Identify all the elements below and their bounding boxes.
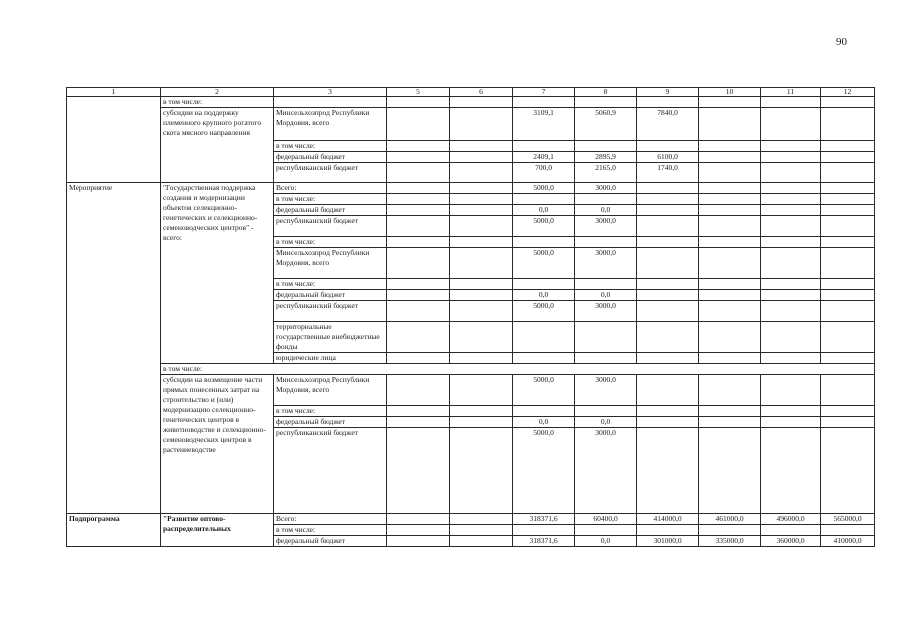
value-cell: 3000,0 bbox=[575, 216, 637, 237]
value-cell bbox=[699, 205, 761, 216]
funding-source-cell: республиканский бюджет bbox=[274, 163, 387, 183]
value-cell bbox=[699, 290, 761, 301]
value-cell bbox=[450, 237, 513, 248]
value-cell: 0,0 bbox=[513, 417, 575, 428]
header-cell: 10 bbox=[699, 88, 761, 97]
value-cell bbox=[699, 141, 761, 152]
value-cell bbox=[575, 237, 637, 248]
value-cell bbox=[637, 205, 699, 216]
value-cell bbox=[761, 141, 821, 152]
value-cell: 3000,0 bbox=[575, 301, 637, 322]
value-cell bbox=[450, 375, 513, 406]
value-cell bbox=[699, 353, 761, 364]
funding-source-cell: республиканский бюджет bbox=[274, 301, 387, 322]
value-cell: 6100,0 bbox=[637, 152, 699, 163]
value-cell: 410000,0 bbox=[821, 536, 875, 547]
funding-source-cell: Минсельхозпрод Республики Мордовия, всего bbox=[274, 375, 387, 406]
value-cell bbox=[513, 322, 575, 353]
value-cell: 2165,0 bbox=[575, 163, 637, 183]
value-cell bbox=[450, 279, 513, 290]
value-cell: 3000,0 bbox=[575, 375, 637, 406]
value-cell bbox=[387, 205, 450, 216]
value-cell bbox=[699, 183, 761, 194]
value-cell bbox=[450, 248, 513, 279]
value-cell: 0,0 bbox=[575, 536, 637, 547]
value-cell: 318371,6 bbox=[513, 514, 575, 525]
funding-source-cell: Всего: bbox=[274, 514, 387, 525]
value-cell bbox=[513, 141, 575, 152]
value-cell bbox=[821, 322, 875, 353]
header-cell: 7 bbox=[513, 88, 575, 97]
funding-source-cell: республиканский бюджет bbox=[274, 216, 387, 237]
value-cell bbox=[450, 301, 513, 322]
value-cell bbox=[450, 183, 513, 194]
value-cell bbox=[637, 248, 699, 279]
value-cell bbox=[575, 141, 637, 152]
value-cell: 0,0 bbox=[575, 205, 637, 216]
value-cell bbox=[450, 290, 513, 301]
value-cell bbox=[513, 353, 575, 364]
value-cell bbox=[699, 97, 761, 108]
header-row bbox=[67, 88, 875, 97]
funding-source-cell: федеральный бюджет bbox=[274, 290, 387, 301]
value-cell bbox=[637, 97, 699, 108]
value-cell bbox=[387, 536, 450, 547]
value-cell bbox=[387, 406, 450, 417]
table-row bbox=[67, 375, 875, 406]
table-row bbox=[67, 97, 875, 108]
value-cell: 5000,0 bbox=[513, 183, 575, 194]
funding-source-cell: в том числе: bbox=[274, 406, 387, 417]
header-cell: 3 bbox=[274, 88, 387, 97]
value-cell bbox=[450, 525, 513, 536]
value-cell: 301000,0 bbox=[637, 536, 699, 547]
value-cell bbox=[761, 301, 821, 322]
value-cell bbox=[575, 194, 637, 205]
description-cell: в том числе: bbox=[161, 364, 875, 375]
value-cell bbox=[387, 141, 450, 152]
value-cell bbox=[637, 279, 699, 290]
value-cell bbox=[637, 428, 699, 514]
value-cell bbox=[761, 525, 821, 536]
value-cell bbox=[387, 525, 450, 536]
value-cell bbox=[637, 183, 699, 194]
value-cell bbox=[637, 375, 699, 406]
value-cell bbox=[387, 417, 450, 428]
header-cell: 5 bbox=[387, 88, 450, 97]
value-cell bbox=[637, 237, 699, 248]
value-cell bbox=[637, 290, 699, 301]
value-cell bbox=[821, 301, 875, 322]
value-cell bbox=[387, 183, 450, 194]
value-cell bbox=[821, 205, 875, 216]
funding-source-cell: Минсельхозпрод Республики Мордовия, всего bbox=[274, 108, 387, 141]
value-cell bbox=[450, 194, 513, 205]
value-cell: 360000,0 bbox=[761, 536, 821, 547]
value-cell bbox=[821, 417, 875, 428]
value-cell bbox=[450, 152, 513, 163]
value-cell: 496000,0 bbox=[761, 514, 821, 525]
description-cell: в том числе: bbox=[161, 97, 274, 108]
value-cell bbox=[761, 406, 821, 417]
value-cell bbox=[699, 248, 761, 279]
funding-source-cell: федеральный бюджет bbox=[274, 417, 387, 428]
value-cell: 5000,0 bbox=[513, 375, 575, 406]
value-cell bbox=[637, 216, 699, 237]
value-cell: 461000,0 bbox=[699, 514, 761, 525]
header-cell: 11 bbox=[761, 88, 821, 97]
value-cell bbox=[699, 216, 761, 237]
value-cell bbox=[450, 417, 513, 428]
value-cell: 7840,0 bbox=[637, 108, 699, 141]
value-cell: 5000,0 bbox=[513, 216, 575, 237]
value-cell bbox=[761, 248, 821, 279]
value-cell bbox=[821, 97, 875, 108]
value-cell: 565000,0 bbox=[821, 514, 875, 525]
value-cell: 0,0 bbox=[513, 290, 575, 301]
value-cell bbox=[637, 406, 699, 417]
value-cell bbox=[637, 525, 699, 536]
header-cell: 2 bbox=[161, 88, 274, 97]
header-cell: 6 bbox=[450, 88, 513, 97]
funding-source-cell: в том числе: bbox=[274, 194, 387, 205]
value-cell bbox=[575, 322, 637, 353]
value-cell bbox=[761, 108, 821, 141]
value-cell bbox=[821, 194, 875, 205]
value-cell bbox=[821, 108, 875, 141]
table-row bbox=[67, 514, 875, 525]
value-cell bbox=[761, 428, 821, 514]
value-cell bbox=[821, 406, 875, 417]
value-cell bbox=[699, 163, 761, 183]
table-row bbox=[67, 108, 875, 141]
value-cell bbox=[513, 194, 575, 205]
table-row bbox=[67, 364, 875, 375]
value-cell bbox=[761, 152, 821, 163]
value-cell: 5060,9 bbox=[575, 108, 637, 141]
value-cell bbox=[387, 375, 450, 406]
funding-source-cell: в том числе: bbox=[274, 279, 387, 290]
value-cell: 0,0 bbox=[575, 290, 637, 301]
value-cell bbox=[821, 279, 875, 290]
table-row bbox=[67, 183, 875, 194]
value-cell bbox=[513, 97, 575, 108]
funding-source-cell: Минсельхозпрод Республики Мордовия, всего bbox=[274, 248, 387, 279]
value-cell bbox=[450, 205, 513, 216]
value-cell bbox=[387, 290, 450, 301]
value-cell bbox=[699, 237, 761, 248]
description-cell: субсидии на возмещение части прямых понесенных затрат на строительство и (или) модернизацию селекционно-генетических центров в животноводстве и селекционно-семеноводческих центров в растениеводстве bbox=[161, 375, 274, 514]
category-cell: Подпрограмма bbox=[67, 514, 161, 547]
value-cell bbox=[821, 237, 875, 248]
value-cell bbox=[450, 536, 513, 547]
value-cell bbox=[821, 248, 875, 279]
description-cell: "Развитие оптово-распределительных bbox=[161, 514, 274, 547]
value-cell bbox=[699, 194, 761, 205]
value-cell bbox=[821, 290, 875, 301]
value-cell bbox=[637, 141, 699, 152]
value-cell bbox=[699, 279, 761, 290]
value-cell bbox=[387, 428, 450, 514]
value-cell bbox=[513, 406, 575, 417]
value-cell: 3109,1 bbox=[513, 108, 575, 141]
value-cell bbox=[761, 216, 821, 237]
value-cell bbox=[761, 322, 821, 353]
value-cell bbox=[761, 290, 821, 301]
header-cell: 8 bbox=[575, 88, 637, 97]
value-cell bbox=[821, 183, 875, 194]
value-cell bbox=[761, 279, 821, 290]
value-cell bbox=[637, 322, 699, 353]
value-cell: 5000,0 bbox=[513, 428, 575, 514]
category-cell: Мероприятие bbox=[67, 183, 161, 514]
value-cell bbox=[387, 97, 450, 108]
header-cell: 9 bbox=[637, 88, 699, 97]
value-cell bbox=[699, 322, 761, 353]
funding-source-cell: Всего: bbox=[274, 183, 387, 194]
value-cell bbox=[821, 525, 875, 536]
value-cell bbox=[575, 353, 637, 364]
value-cell bbox=[387, 322, 450, 353]
value-cell: 700,0 bbox=[513, 163, 575, 183]
budget-table bbox=[66, 87, 875, 547]
value-cell bbox=[699, 108, 761, 141]
value-cell: 3000,0 bbox=[575, 248, 637, 279]
value-cell bbox=[387, 353, 450, 364]
value-cell bbox=[387, 237, 450, 248]
value-cell: 414000,0 bbox=[637, 514, 699, 525]
value-cell bbox=[450, 108, 513, 141]
value-cell bbox=[761, 183, 821, 194]
value-cell bbox=[513, 525, 575, 536]
value-cell bbox=[699, 406, 761, 417]
description-cell: субсидии на поддержку племенного крупного рогатого скота мясного направления bbox=[161, 108, 274, 183]
value-cell bbox=[699, 417, 761, 428]
value-cell bbox=[575, 406, 637, 417]
description-cell: "Государственная поддержка создания и модернизации объектов селекционно-генетических и селекционно-семеноводческих центров" - всего: bbox=[161, 183, 274, 364]
value-cell bbox=[821, 353, 875, 364]
value-cell bbox=[513, 237, 575, 248]
value-cell bbox=[575, 97, 637, 108]
value-cell bbox=[821, 152, 875, 163]
value-cell: 2895,9 bbox=[575, 152, 637, 163]
value-cell bbox=[450, 428, 513, 514]
value-cell: 0,0 bbox=[513, 205, 575, 216]
value-cell bbox=[821, 163, 875, 183]
value-cell bbox=[761, 375, 821, 406]
value-cell bbox=[821, 428, 875, 514]
value-cell bbox=[761, 163, 821, 183]
category-cell bbox=[67, 97, 161, 183]
funding-source-cell bbox=[274, 97, 387, 108]
value-cell bbox=[761, 205, 821, 216]
value-cell bbox=[761, 237, 821, 248]
funding-source-cell: в том числе: bbox=[274, 525, 387, 536]
value-cell bbox=[450, 141, 513, 152]
value-cell bbox=[637, 301, 699, 322]
value-cell bbox=[761, 353, 821, 364]
value-cell bbox=[699, 301, 761, 322]
value-cell bbox=[450, 216, 513, 237]
value-cell bbox=[699, 375, 761, 406]
funding-source-cell: территориальные государственные внебюджетные фонды bbox=[274, 322, 387, 353]
value-cell bbox=[450, 322, 513, 353]
value-cell bbox=[387, 248, 450, 279]
page-number: 90 bbox=[836, 36, 847, 48]
value-cell bbox=[821, 141, 875, 152]
value-cell bbox=[513, 279, 575, 290]
value-cell bbox=[761, 417, 821, 428]
value-cell bbox=[387, 514, 450, 525]
value-cell bbox=[450, 406, 513, 417]
value-cell bbox=[387, 194, 450, 205]
value-cell bbox=[575, 525, 637, 536]
value-cell bbox=[821, 216, 875, 237]
value-cell: 335000,0 bbox=[699, 536, 761, 547]
funding-source-cell: федеральный бюджет bbox=[274, 205, 387, 216]
funding-source-cell: республиканский бюджет bbox=[274, 428, 387, 514]
value-cell bbox=[450, 97, 513, 108]
header-cell: 1 bbox=[67, 88, 161, 97]
value-cell: 5000,0 bbox=[513, 248, 575, 279]
header-cell: 12 bbox=[821, 88, 875, 97]
value-cell: 0,0 bbox=[575, 417, 637, 428]
value-cell bbox=[699, 428, 761, 514]
value-cell: 3000,0 bbox=[575, 428, 637, 514]
value-cell bbox=[450, 353, 513, 364]
value-cell bbox=[387, 301, 450, 322]
value-cell: 318371,6 bbox=[513, 536, 575, 547]
value-cell bbox=[761, 97, 821, 108]
value-cell bbox=[450, 514, 513, 525]
funding-source-cell: федеральный бюджет bbox=[274, 536, 387, 547]
value-cell bbox=[575, 279, 637, 290]
value-cell: 2409,1 bbox=[513, 152, 575, 163]
value-cell bbox=[637, 353, 699, 364]
value-cell: 60400,0 bbox=[575, 514, 637, 525]
funding-source-cell: федеральный бюджет bbox=[274, 152, 387, 163]
value-cell bbox=[637, 194, 699, 205]
funding-source-cell: в том числе: bbox=[274, 237, 387, 248]
funding-source-cell: юридические лица bbox=[274, 353, 387, 364]
value-cell bbox=[387, 279, 450, 290]
value-cell: 1740,0 bbox=[637, 163, 699, 183]
value-cell: 3000,0 bbox=[575, 183, 637, 194]
funding-source-cell: в том числе: bbox=[274, 141, 387, 152]
value-cell bbox=[699, 525, 761, 536]
value-cell bbox=[761, 194, 821, 205]
value-cell: 5000,0 bbox=[513, 301, 575, 322]
value-cell bbox=[821, 375, 875, 406]
value-cell bbox=[387, 152, 450, 163]
value-cell bbox=[450, 163, 513, 183]
value-cell bbox=[699, 152, 761, 163]
value-cell bbox=[387, 216, 450, 237]
value-cell bbox=[637, 417, 699, 428]
value-cell bbox=[387, 163, 450, 183]
value-cell bbox=[387, 108, 450, 141]
